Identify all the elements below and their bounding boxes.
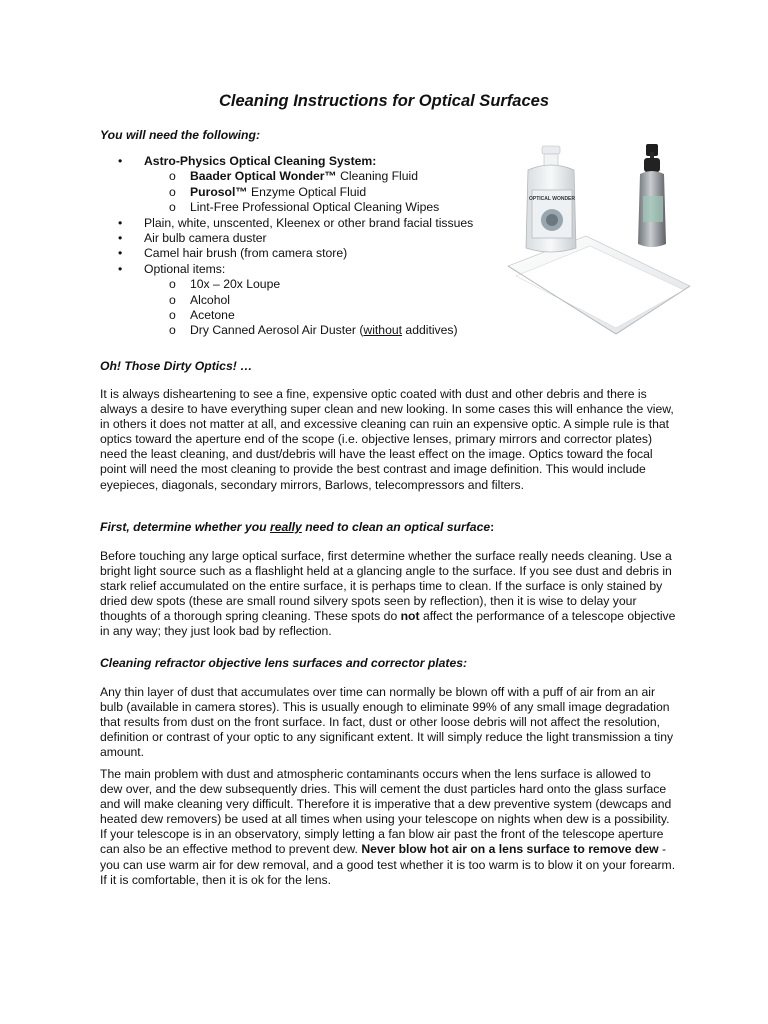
section-heading: Cleaning refractor objective lens surfaces and corrector plates: (100, 656, 468, 670)
sub-bullet-icon: o (169, 184, 176, 199)
bottle-label: OPTICAL WONDER (528, 196, 576, 202)
paragraph-text: The main problem with dust and atmospheric contaminants occurs when the lens surface is allowed to dew over, and the dew subsequently dries. This will cement the dust particles hard onto the glass surface and will make cleaning very difficult. Therefore it is imperative that a dew preventive system (dewcaps and heated dew removers) be used at all times when using your telescope on nights when dew is a possibility. If your telescope is in an observatory, simply letting a fan blow air past the front of the telescope aperture can also be an effective method to prevent dew. (100, 767, 672, 857)
paragraph-text: - you can use warm air for dew removal, and a good test whether it is too warm is to blow it on your forearm. If it is comfortable, then it is ok for the lens. (100, 842, 676, 887)
sub-bullet-icon: o (169, 200, 176, 215)
item-text: 10x – 20x Loupe (190, 277, 281, 292)
list-item (100, 262, 520, 339)
bullet-icon: • (118, 154, 123, 168)
sub-list-item (144, 323, 520, 338)
item-text: Air bulb camera duster (144, 231, 267, 246)
sub-bullet-icon: o (169, 277, 176, 292)
list-item (100, 231, 520, 246)
underlined-word: really (269, 520, 302, 534)
requirements-heading: You will need the following: (100, 128, 261, 142)
product-name: Purosol™ (190, 184, 248, 199)
item-text: Enzyme Optical Fluid (247, 184, 367, 199)
sub-list-item (144, 200, 520, 215)
paragraph-text: It is always disheartening to see a fine, expensive optic coated with dust and other debris and there is always a desire to have everything super clean and new looking. In some cases this will enhance the view, in others it does not matter at all, and excessive cleaning can ruin an expensive optic. A simple rule is that optics toward the aperture end of the scope (i.e. objective lenses, primary mirrors and corrector plates) need the least cleaning, and dust/debris will have the least effect on the image. Optics toward the focal point will need the most cleaning to provide the best contrast and image definition. This would include eyepieces, diagonals, secondary mirrors, Barlows, telecompressors and filters. (100, 387, 674, 492)
sub-bullet-icon: o (169, 292, 176, 307)
item-text: Plain, white, unscented, Kleenex or other brand facial tissues (144, 215, 474, 230)
section-heading (100, 520, 676, 535)
item-text: Cleaning Fluid (336, 169, 419, 184)
list-item (100, 216, 520, 231)
paragraph-text: Any thin layer of dust that accumulates over time can normally be blown off with a puff of air from an air bulb (available in camera stores). This is usually enough to eliminate 99% of any small image degradation that results from dust on the front surface. In fact, dust or other loose debris will not affect the resolution, definition or contrast of your optic to any significant extent. It will simply reduce the light transmission a tiny amount. (100, 685, 674, 760)
sub-bullet-icon: o (169, 323, 176, 338)
paragraph-text: Before touching any large optical surface, first determine whether the surface really needs cleaning. Use a bright light source such as a flashlight held at a glancing angle to the surface. If you see dust and debris in stark relief accumulated on the entire surface, it is perhaps time to clean. If the surface is only stained by dried dew spots (these are small round silvery spots seen by reflection), then it is wise to delay your thoughts of a thorough spring cleaning. These spots do (100, 549, 672, 624)
requirements-list (100, 154, 520, 339)
bullet-icon: • (118, 215, 123, 230)
body-paragraph (100, 767, 676, 888)
bullet-icon: • (118, 231, 123, 246)
body-paragraph (100, 685, 676, 760)
sub-list (144, 277, 520, 339)
underlined-word: without (363, 323, 403, 338)
sub-list-item (144, 293, 520, 308)
bullet-icon: • (118, 261, 123, 276)
sub-list-item (144, 308, 520, 323)
sub-list-item (144, 185, 520, 200)
item-text: Astro-Physics Optical Cleaning System: (144, 154, 377, 168)
item-text: Dry Canned Aerosol Air Duster ( (190, 323, 364, 338)
sub-list-item (144, 277, 520, 292)
item-text: Alcohol (190, 292, 230, 307)
sub-list-item (144, 169, 520, 184)
body-paragraph (100, 387, 676, 493)
sub-list (144, 169, 520, 215)
paragraph-text: affect the performance of a telescope objective in any way; they just look bad by reflection. (100, 609, 676, 639)
item-text: Camel hair brush (from camera store) (144, 246, 348, 261)
bullet-icon: • (118, 246, 123, 261)
page-title: Cleaning Instructions for Optical Surfaces (218, 92, 550, 110)
list-item (100, 154, 520, 216)
item-text: Optional items: (144, 261, 226, 276)
heading-text: First, determine whether you (100, 520, 270, 534)
item-text: additives) (402, 323, 458, 338)
item-text: Acetone (190, 308, 235, 323)
section-heading: Oh! Those Dirty Optics! … (100, 359, 253, 373)
emphasis-text: Never blow hot air on a lens surface to remove dew (361, 842, 659, 857)
item-text: Lint-Free Professional Optical Cleaning Wipes (190, 200, 440, 215)
emphasis-text: not (400, 609, 420, 624)
sub-bullet-icon: o (169, 169, 176, 184)
sub-bullet-icon: o (169, 308, 176, 323)
list-item (100, 246, 520, 261)
body-paragraph (100, 549, 676, 640)
heading-text: need to clean an optical surface (301, 520, 491, 534)
cleaning-kit-photo (506, 138, 692, 344)
product-name: Baader Optical Wonder™ (190, 169, 337, 184)
heading-text: : (490, 520, 495, 534)
